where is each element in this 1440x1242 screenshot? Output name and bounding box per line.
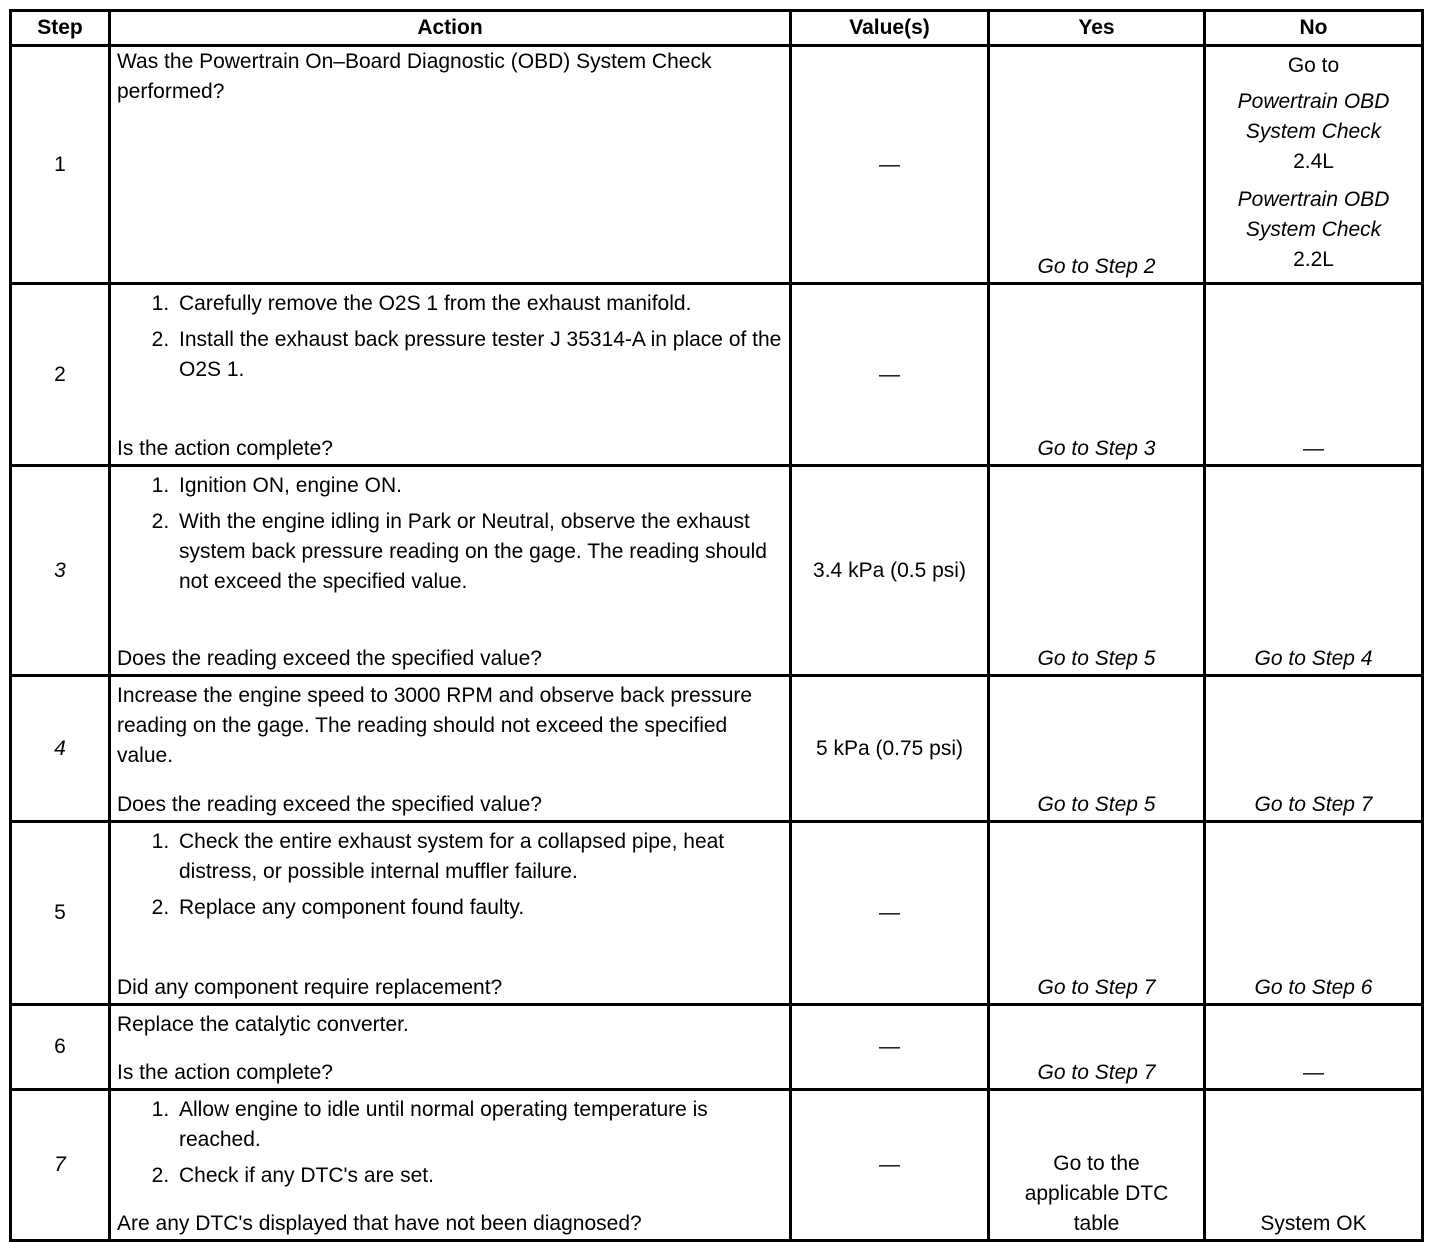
no-link-22l[interactable]: Powertrain OBD System Check [1237,188,1390,241]
action-cell [110,676,791,822]
header-no: No [1205,11,1423,46]
value-cell: 3.4 kPa (0.5 psi) [791,466,989,676]
no-cell: — [1205,284,1423,466]
no-cell: System OK [1205,1090,1423,1241]
yes-cell: Go to Step 7 [989,822,1205,1005]
action-text: Was the Powertrain On–Board Diagnostic (OBD) System Check performed? [117,50,712,103]
diagnostic-table [9,9,1424,1242]
action-question: Is the action complete? [117,1061,333,1084]
action-item: 1. Ignition ON, engine ON. [175,471,783,501]
value-cell: — [791,822,989,1005]
step-number: 6 [11,1005,110,1090]
header-step: Step [11,11,110,46]
step-number: 1 [11,46,110,284]
action-text: Replace the catalytic converter. [117,1013,409,1036]
action-question: Does the reading exceed the specified value? [117,647,542,670]
header-action: Action [110,11,791,46]
no-cell: Go to Step 4 [1205,466,1423,676]
value-cell: — [791,284,989,466]
action-item: 1. Carefully remove the O2S 1 from the exhaust manifold. [175,289,783,319]
no-engine-24l: 2.4L [1293,150,1334,173]
yes-cell: Go to Step 5 [989,466,1205,676]
step-number: 4 [11,676,110,822]
action-cell [110,46,791,284]
value-cell: — [791,1090,989,1241]
table-row [11,822,1423,1005]
header-row [11,11,1423,46]
step-number: 5 [11,822,110,1005]
no-go-to: Go to [1287,54,1340,77]
no-cell: Go to Step 6 [1205,822,1423,1005]
action-text: Increase the engine speed to 3000 RPM and observe back pressure reading on the gage. The reading should not exceed the specified value. [117,684,753,767]
header-values: Value(s) [791,11,989,46]
action-item: 2. Replace any component found faulty. [175,893,783,923]
no-cell: — [1205,1005,1423,1090]
header-yes: Yes [989,11,1205,46]
value-cell: — [791,1005,989,1090]
value-cell: — [791,46,989,284]
action-question: Are any DTC's displayed that have not been diagnosed? [117,1212,642,1235]
no-engine-22l: 2.2L [1293,248,1334,271]
yes-cell: Go to Step 3 [989,284,1205,466]
action-question: Did any component require replacement? [117,976,503,999]
table-row [11,676,1423,822]
action-cell [110,822,791,1005]
no-cell [1205,46,1423,284]
step-number: 7 [11,1090,110,1241]
action-item: 1. Allow engine to idle until normal operating temperature is reached. [175,1095,783,1155]
yes-cell: Go to Step 2 [989,46,1205,284]
action-question: Is the action complete? [117,437,333,460]
yes-cell: Go to Step 7 [989,1005,1205,1090]
action-question: Does the reading exceed the specified value? [117,793,542,816]
action-item: 2. Check if any DTC's are set. [175,1161,783,1191]
step-number: 2 [11,284,110,466]
action-cell [110,466,791,676]
table-row [11,1090,1423,1241]
action-item: 1. Check the entire exhaust system for a collapsed pipe, heat distress, or possible internal muffler failure. [175,827,783,887]
table-row [11,46,1423,284]
action-cell [110,1005,791,1090]
table-row [11,284,1423,466]
action-cell [110,1090,791,1241]
table-row [11,466,1423,676]
value-cell: 5 kPa (0.75 psi) [791,676,989,822]
no-cell: Go to Step 7 [1205,676,1423,822]
action-item: 2. With the engine idling in Park or Neutral, observe the exhaust system back pressure reading on the gage. The reading should not exceed the specified value. [175,507,783,597]
action-cell [110,284,791,466]
yes-cell: Go to Step 5 [989,676,1205,822]
yes-cell: Go to the applicable DTC table [989,1090,1205,1241]
action-item: 2. Install the exhaust back pressure tester J 35314-A in place of the O2S 1. [175,325,783,385]
no-link-24l[interactable]: Powertrain OBD System Check [1237,90,1390,143]
step-number: 3 [11,466,110,676]
table-row [11,1005,1423,1090]
